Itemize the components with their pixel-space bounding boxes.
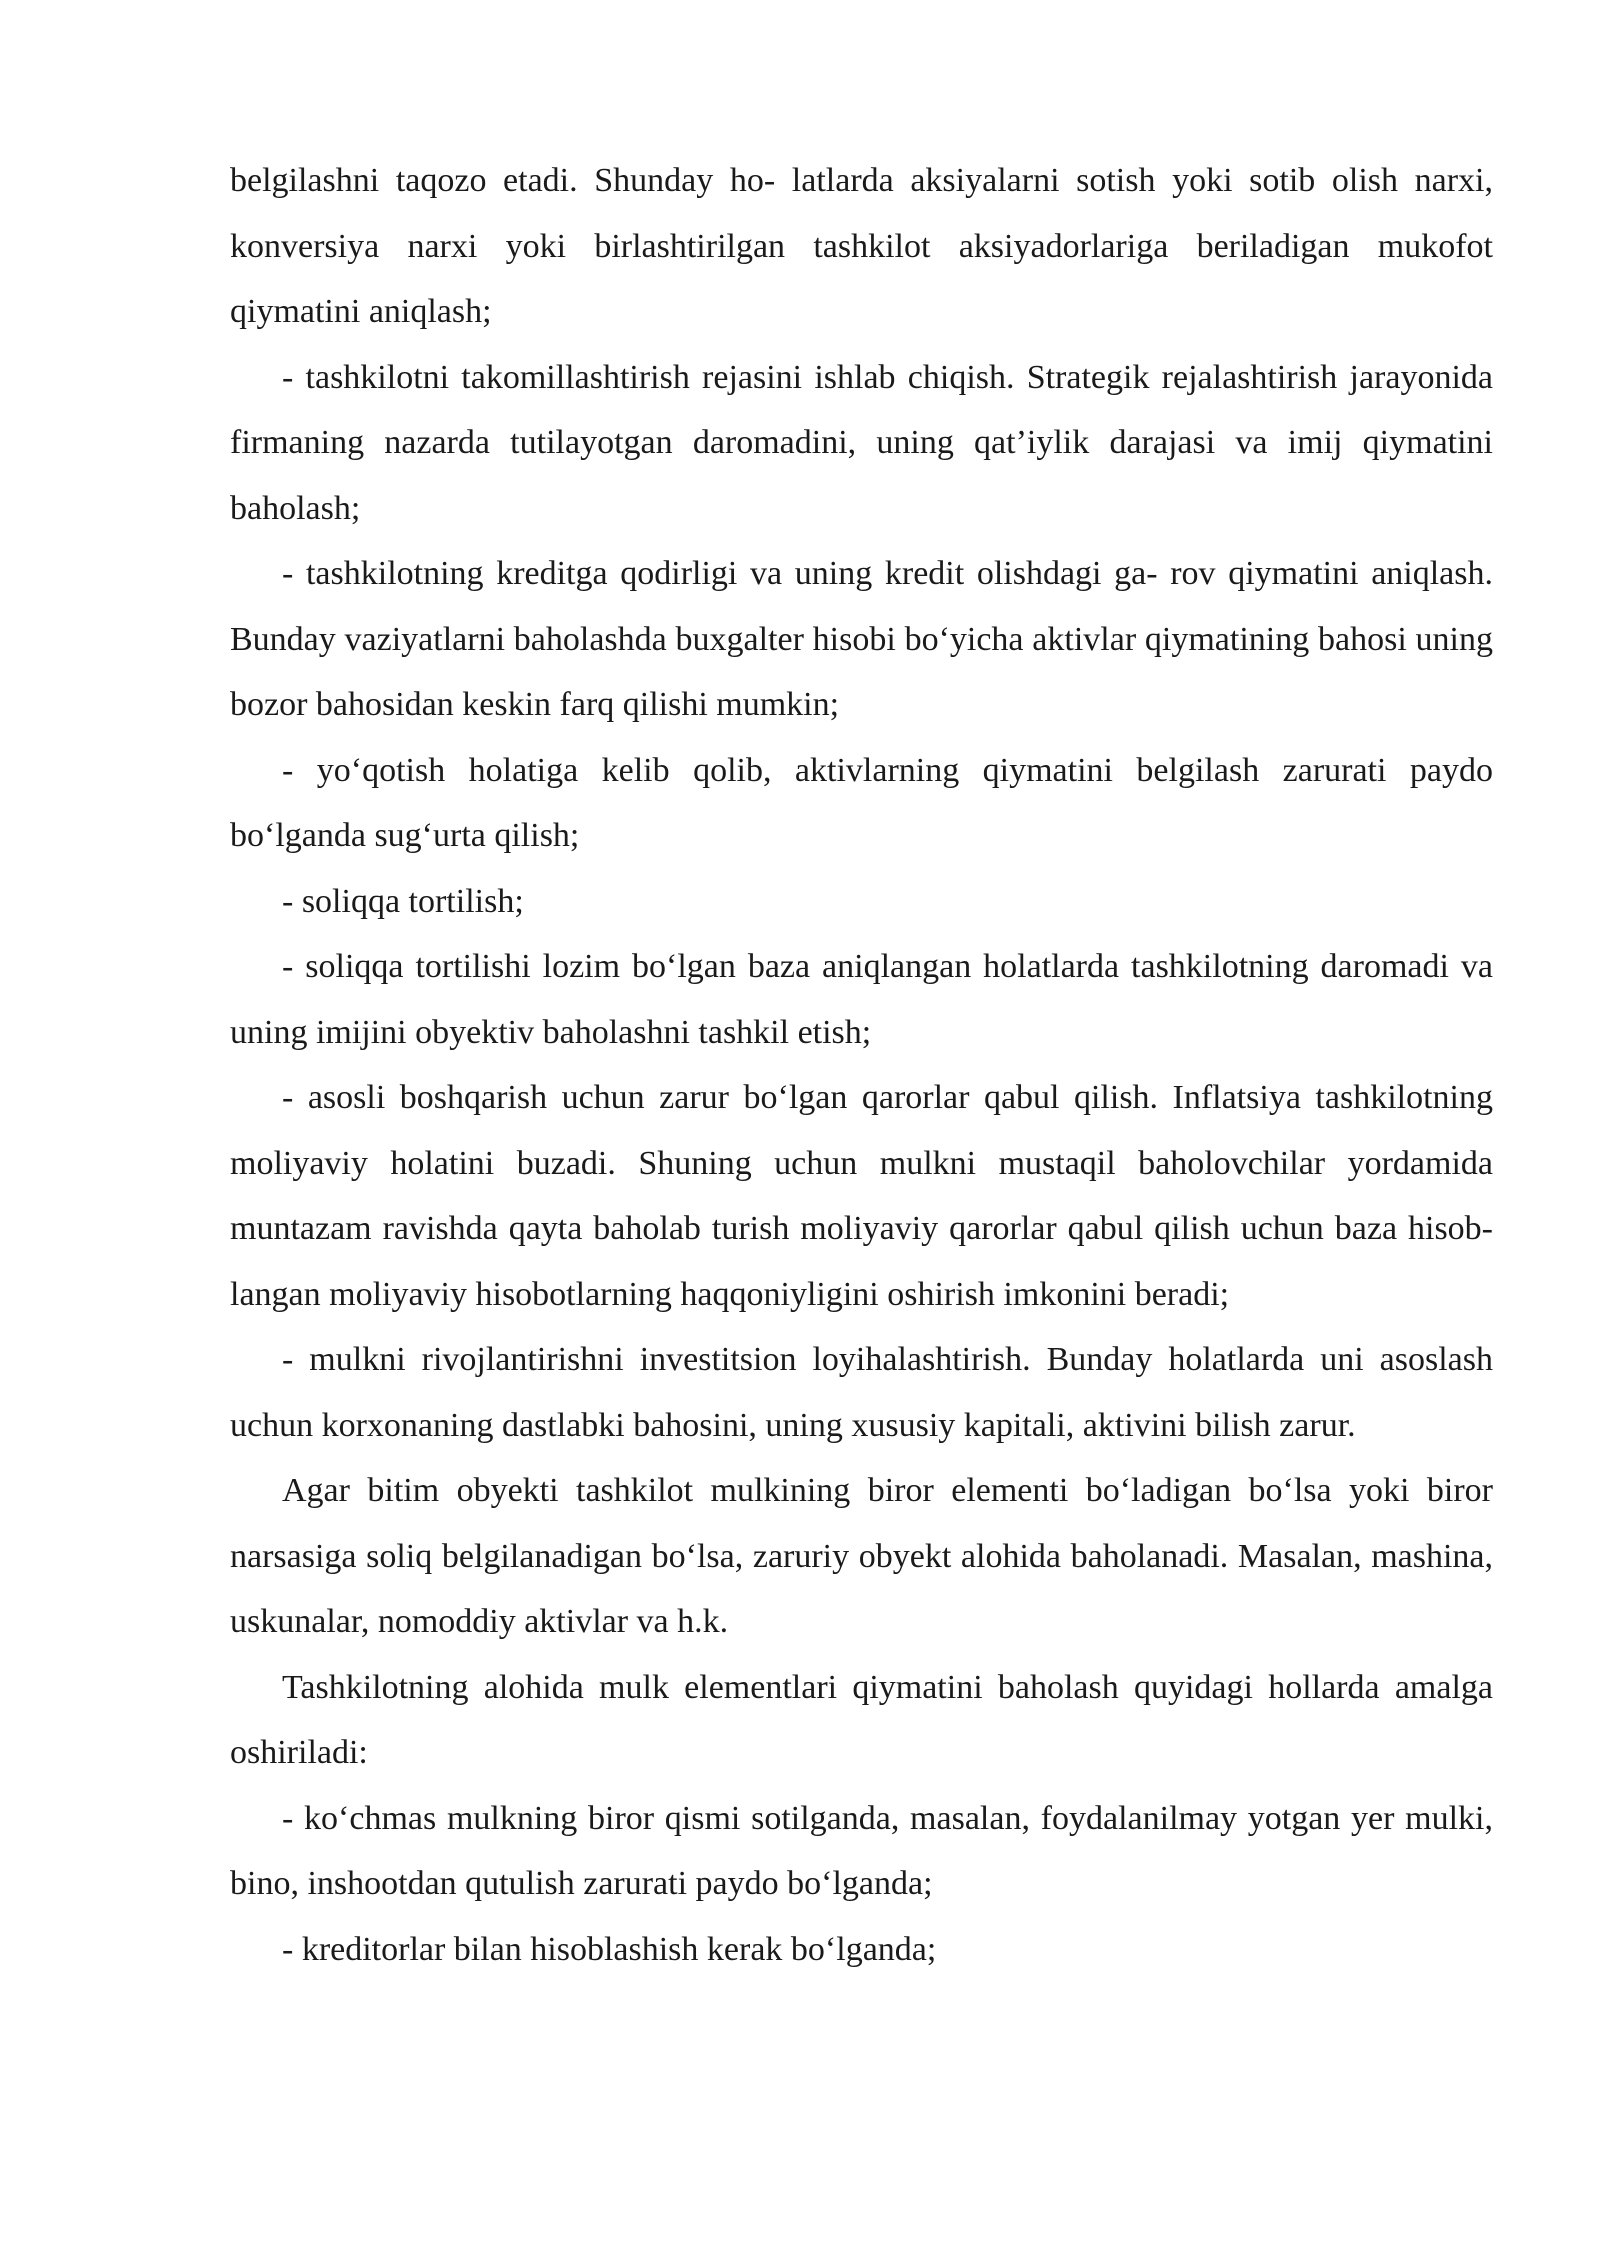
paragraph-cases-intro: Tashkilotning alohida mulk elementlari qiymatini baholash quyidagi hollarda amalga oshiriladi: — [230, 1668, 1493, 1771]
list-item-improvement-plan: - tashkilotni takomillashtirish rejasini ishlab chiqish. Strategik rejalashtirish jarayonida firmaning nazarda tutilayotgan daromadini, uning qat’iylik darajasi va imij qiymatini baholash; — [230, 358, 1493, 527]
list-item-credit-capacity: - tashkilotning kreditga qodirligi va uning kredit olishdagi ga- rov qiymatini aniqlash. Bunday vaziyatlarni baholashda buxgalter hisobi bo‘yicha aktivlar qiymatining bahosi uning bozor bahosidan keskin farq qilishi mumkin; — [230, 555, 1493, 723]
paragraph-continuation: belgilashni taqozo etadi. Shunday ho- latlarda aksiyalarni sotish yoki sotib olish narxi, konversiya narxi yoki birlashtirilgan tashkilot aksiyadorlariga beriladigan mukofot qiymatini aniqlash; — [230, 162, 1493, 330]
paragraph-separate-valuation: Agar bitim obyekti tashkilot mulkining biror elementi bo‘ladigan bo‘lsa yoki biror narsasiga soliq belgilanadigan bo‘lsa, zaruriy obyekt alohida baholanadi. Masalan, mashina, uskunalar, nomoddiy aktivlar va h.k. — [230, 1472, 1493, 1640]
list-item-taxation: - soliqqa tortilish; — [282, 882, 524, 920]
list-item-insurance: - yo‘qotish holatiga kelib qolib, aktivlarning qiymatini belgilash zarurati paydo bo‘lganda sug‘urta qilish; — [230, 751, 1493, 854]
list-item-investment-design: - mulkni rivojlantirishni investitsion loyihalashtirish. Bunday holatlarda uni asoslash uchun korxonaning dastlabki bahosini, uning xususiy kapitali, aktivini bilish zarur. — [230, 1341, 1493, 1444]
list-item-real-estate-sale: - ko‘chmas mulkning biror qismi sotilganda, masalan, foydalanilmay yotgan yer mulki, bino, inshootdan qutulish zarurati paydo bo‘lganda; — [230, 1799, 1493, 1902]
list-item-tax-base: - soliqqa tortilishi lozim bo‘lgan baza aniqlangan holatlarda tashkilotning daromadi va uning imijini obyektiv baholashni tashkil etish; — [230, 948, 1493, 1051]
document-body — [230, 148, 1493, 1982]
list-item-creditors: - kreditorlar bilan hisoblashish kerak bo‘lganda; — [282, 1930, 937, 1968]
list-item-management-decisions: - asosli boshqarish uchun zarur bo‘lgan qarorlar qabul qilish. Inflatsiya tashkilotning moliyaviy holatini buzadi. Shuning uchun mulkni mustaqil baholovchilar yordamida muntazam ravishda qayta baholab turish moliyaviy qarorlar qabul qilish uchun baza hisob- langan moliyaviy hisobotlarning haqqoniyligini oshirish imkonini beradi; — [230, 1079, 1493, 1313]
